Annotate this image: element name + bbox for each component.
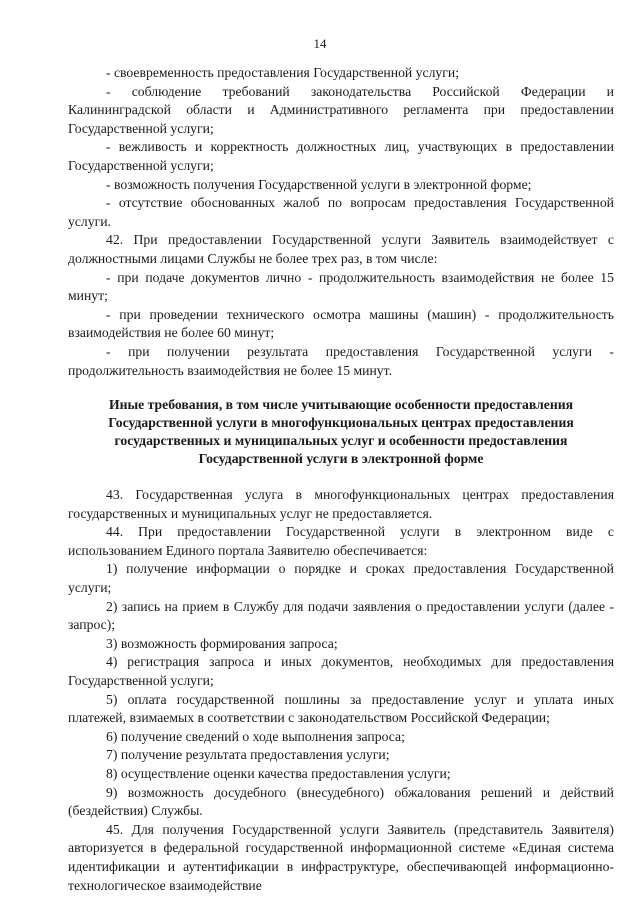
paragraph: 2) запись на прием в Службу для подачи заявления о предоставлении услуги (далее - запрос); xyxy=(68,598,614,633)
paragraph: - возможность получения Государственной услуги в электронной форме; xyxy=(106,176,532,192)
paragraph: 8) осуществление оценки качества предоставления услуги; xyxy=(106,766,451,781)
paragraph: - отсутствие обоснованных жалоб по вопросам предоставления Государственной услуги. xyxy=(68,195,614,229)
paragraph: 6) получение сведений о ходе выполнения запроса; xyxy=(106,728,405,744)
page-number: 14 xyxy=(313,36,327,51)
paragraph: 45. Для получения Государственной услуги Заявитель (представитель Заявителя) авторизуется в федеральной государственной информационной системе «Единая система идентификации и аутентификации в инфраструктуре, обеспечивающей информационно-технологическое взаимодействие xyxy=(68,821,614,893)
paragraph: - вежливость и корректность должностных лиц, участвующих в предоставлении Государственной услуги; xyxy=(68,139,614,173)
paragraph: 5) оплата государственной пошлины за предоставление услуг и уплата иных платежей, взимаемых в соответствии с законодательством Российской Федерации; xyxy=(68,691,614,726)
paragraph: 9) возможность досудебного (внесудебного) обжалования решений и действий (бездействия) Службы. xyxy=(68,784,614,819)
paragraph: - при подаче документов лично - продолжительность взаимодействия не более 15 минут; xyxy=(68,269,614,304)
paragraph: 43. Государственная услуга в многофункциональных центрах предоставления государственных и муниципальных услуг не предоставляется. xyxy=(68,487,614,521)
paragraph: 1) получение информации о порядке и сроках предоставления Государственной услуги; xyxy=(68,561,614,596)
paragraph: 7) получение результата предоставления услуги; xyxy=(106,747,390,763)
heading-line: Государственной услуги в электронной форме xyxy=(198,451,484,467)
paragraph: - своевременность предоставления Государственной услуги; xyxy=(106,65,459,80)
heading-line: Государственной услуги в многофункциональных центрах предоставления xyxy=(108,415,574,431)
document-body xyxy=(68,64,614,895)
paragraph: 3) возможность формирования запроса; xyxy=(106,635,338,651)
paragraph: 44. При предоставлении Государственной услуги в электронном виде с использованием Единого портала Заявителю обеспечивается: xyxy=(68,524,614,558)
paragraph: 42. При предоставлении Государственной услуги Заявитель взаимодействует с должностными лицами Службы не более трех раз, в том числе: xyxy=(68,232,614,266)
section-heading xyxy=(68,396,614,468)
heading-line: Иные требования, в том числе учитывающие особенности предоставления xyxy=(108,397,574,413)
heading-line: государственных и муниципальных услуг и особенности предоставления xyxy=(114,433,568,449)
paragraph: - соблюдение требований законодательства Российской Федерации и Калининградской области и Административного регламента при предоставлении Государственной услуги; xyxy=(68,83,614,136)
paragraph: 4) регистрация запроса и иных документов, необходимых для предоставления Государственной услуги; xyxy=(68,654,614,689)
paragraph: - при получении результата предоставления Государственной услуги - продолжительность взаимодействия не более 15 минут. xyxy=(68,343,614,378)
paragraph: - при проведении технического осмотра машины (машин) - продолжительность взаимодействия не более 60 минут; xyxy=(68,306,614,341)
